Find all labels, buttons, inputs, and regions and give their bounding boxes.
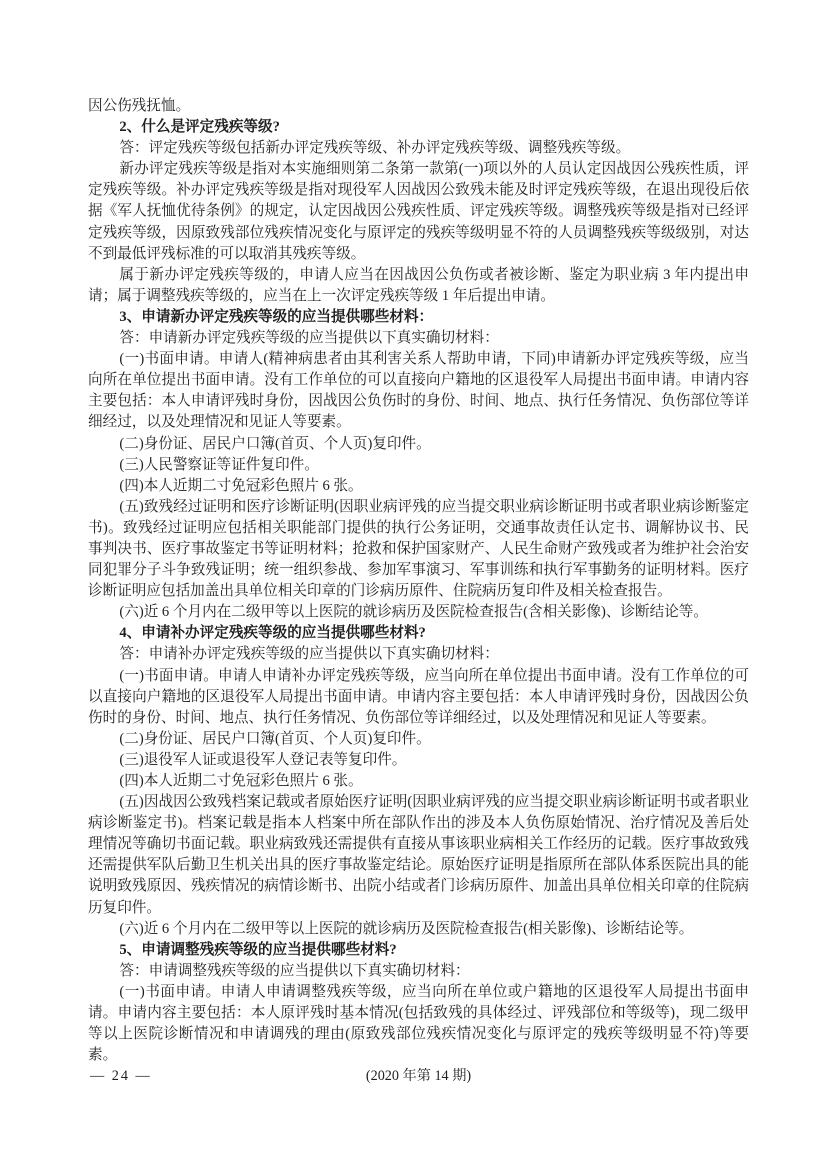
document-body <box>88 96 749 1066</box>
page-footer <box>88 1065 749 1087</box>
paragraph: (二)身份证、居民户口簿(首页、个人页)复印件。 <box>119 730 431 747</box>
paragraph: 答：评定残疾等级包括新办评定残疾等级、补办评定残疾等级、调整残疾等级。 <box>119 140 631 157</box>
paragraph: (五)致残经过证明和医疗诊断证明(因职业病评残的应当提交职业病诊断证明书或者职业病诊断鉴定书)。致残经过证明应包括相关职能部门提供的执行公务证明，交通事故责任认定书、调解协议书、民事判决书、医疗事故鉴定书等证明材料；抢救和保护国家财产、人民生命财产致残或者为维护社会治安同犯罪分子斗争致残证明；统一组织参战、参加军事演习、军事训练和执行军事勤务的证明材料。医疗诊断证明应包括加盖出具单位相关印章的门诊病历原件、住院病历复印件及相关检查报告。 <box>88 498 749 600</box>
paragraph: (六)近 6 个月内在二级甲等以上医院的就诊病历及医院检查报告(相关影像)、诊断结论等。 <box>119 920 694 937</box>
page-number: — 24 — <box>90 1068 152 1084</box>
paragraph: 因公伤残抚恤。 <box>88 98 191 114</box>
paragraph: (三)人民警察证等证件复印件。 <box>119 456 319 473</box>
paragraph: (一)书面申请。申请人申请调整残疾等级，应当向所在单位或户籍地的区退役军人局提出书面申请。申请内容主要包括：本人原评残时基本情况(包括致残的具体经过、评残部位和等级等)，现二级甲等以上医院诊断情况和申请调残的理由(原致残部位残疾情况变化与原评定的残疾等级明显不符)等要素。 <box>88 983 749 1064</box>
question-heading: 3、申请新办评定残疾等级的应当提供哪些材料： <box>119 308 434 325</box>
paragraph: (二)身份证、居民户口簿(首页、个人页)复印件。 <box>119 435 431 452</box>
question-heading: 4、申请补办评定残疾等级的应当提供哪些材料? <box>119 625 426 642</box>
issue-label: (2020 年第 14 期) <box>365 1068 472 1084</box>
paragraph: (一)书面申请。申请人申请补办评定残疾等级，应当向所在单位提出书面申请。没有工作单位的可以直接向户籍地的区退役军人局提出书面申请。申请内容主要包括：本人申请评残时身份，因战因公负伤时的身份、时间、地点、执行任务情况、负伤部位等详细经过，以及处理情况和见证人等要素。 <box>88 667 749 726</box>
paragraph: (四)本人近期二寸免冠彩色照片 6 张。 <box>119 773 363 789</box>
paragraph: 答：申请调整残疾等级的应当提供以下真实确切材料： <box>119 962 470 979</box>
question-heading: 5、申请调整残疾等级的应当提供哪些材料? <box>119 941 397 958</box>
paragraph: (一)书面申请。申请人(精神病患者由其利害关系人帮助申请，下同)申请新办评定残疾等级，应当向所在单位提出书面申请。没有工作单位的可以直接向户籍地的区退役军人局提出书面申请。申请内容主要包括：本人申请评残时身份，因战因公负伤时的身份、时间、地点、执行任务情况、负伤部位等详细经过，以及处理情况和见证人等要素。 <box>88 351 749 431</box>
paragraph: 新办评定残疾等级是指对本实施细则第二条第一款第(一)项以外的人员认定因战因公残疾性质，评定残疾等级。补办评定残疾等级是指对现役军人因战因公致残未能及时评定残疾等级，在退出现役后依据《军人抚恤优待条例》的规定，认定因战因公残疾性质、评定残疾等级。调整残疾等级是指对已经评定残疾等级，因原致残部位残疾情况变化与原评定的残疾等级明显不符的人员调整残疾等级级别，对达不到最低评残标准的可以取消其残疾等级。 <box>88 161 749 262</box>
paragraph: (五)因战因公致残档案记载或者原始医疗证明(因职业病评残的应当提交职业病诊断证明书或者职业病诊断鉴定书)。档案记载是指本人档案中所在部队作出的涉及本人负伤原始情况、治疗情况及善后处理情况等确切书面记载。职业病致残还需提供有直接从事该职业病相关工作经历的记载。医疗事故致残还需提供军队后勤卫生机关出具的医疗事故鉴定结论。原始医疗证明是指原所在部队体系医院出具的能说明致残原因、残疾情况的病情诊断书、出院小结或者门诊病历原件、加盖出具单位相关印章的住院病历复印件。 <box>88 794 749 916</box>
question-heading: 2、什么是评定残疾等级? <box>119 119 280 136</box>
paragraph: (六)近 6 个月内在二级甲等以上医院的就诊病历及医院检查报告(含相关影像)、诊断结论等。 <box>119 604 708 621</box>
paragraph: (三)退役军人证或退役军人登记表等复印件。 <box>119 751 407 768</box>
paragraph: 答：申请补办评定残疾等级的应当提供以下真实确切材料： <box>119 646 499 663</box>
paragraph: 属于新办评定残疾等级的，申请人应当在因战因公负伤或者被诊断、鉴定为职业病 3 年内提出申请；属于调整残疾等级的，应当在上一次评定残疾等级 1 年后提出申请。 <box>88 266 749 304</box>
paragraph: (四)本人近期二寸免冠彩色照片 6 张。 <box>119 477 363 494</box>
paragraph: 答：申请新办评定残疾等级的应当提供以下真实确切材料： <box>119 330 499 347</box>
